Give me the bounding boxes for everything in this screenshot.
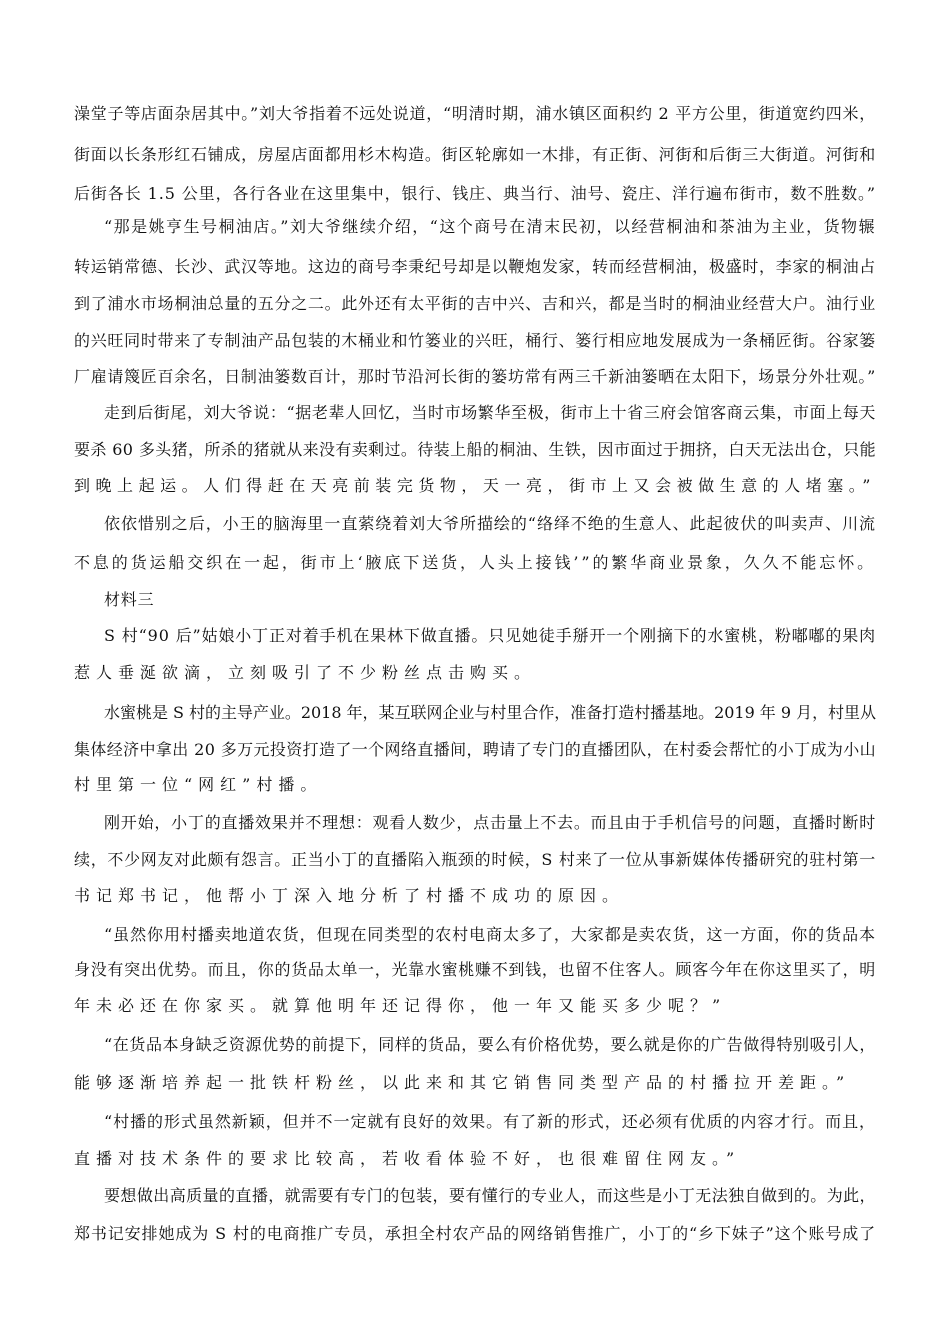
text-line: S 村“90 后”姑娘小丁正对着手机在果林下做直播。只见她徒手掰开一个刚摘下的水蜜桃，粉嘟嘟的果肉: [104, 626, 876, 645]
text-line: 郑书记安排她成为 S 村的电商推广专员，承担全村农产品的网络销售推广，小丁的“乡下妹子”这个账号成了: [74, 1224, 876, 1243]
section-heading: 材料三: [104, 590, 155, 609]
text-line: 年未必还在你家买。就算他明年还记得你，他一年又能买多少呢？”: [74, 996, 727, 1015]
text-line: 直播对技术条件的要求比较高，若收看体验不好，也很难留住网友。”: [74, 1149, 741, 1168]
text-line: “虽然你用村播卖地道农货，但现在同类型的农村电商太多了，大家都是卖农货，这一方面，你的货品本: [104, 925, 876, 944]
text-line: 走到后街尾，刘大爷说：“据老辈人回忆，当时市场繁华至极，街市上十省三府会馆客商云集，市面上每天: [104, 403, 876, 422]
text-line: 到了浦水市场桐油总量的五分之二。此外还有太平街的吉中兴、吉和兴，都是当时的桐油业经营大户。油行业: [74, 294, 876, 313]
text-line: 不息的货运船交织在一起，街市上‘腋底下送货，人头上接钱’”的繁华商业景象，久久不能忘怀。: [74, 553, 876, 572]
text-line: 书记郑书记，他帮小丁深入地分析了村播不成功的原因。: [74, 886, 625, 905]
text-line: “村播的形式虽然新颖，但并不一定就有良好的效果。有了新的形式，还必须有优质的内容才行。而且，: [104, 1112, 876, 1131]
text-line: 能够逐渐培养起一批铁杆粉丝，以此来和其它销售同类型产品的村播拉开差距。”: [74, 1073, 851, 1092]
text-line: “那是姚亨生号桐油店。”刘大爷继续介绍，“这个商号在清末民初，以经营桐油和茶油为主业，货物辗: [104, 217, 876, 236]
text-line: “在货品本身缺乏资源优势的前提下，同样的货品，要么有价格优势，要么就是你的广告做得特别吸引人，: [104, 1035, 876, 1054]
text-line: 依依惜别之后，小王的脑海里一直萦绕着刘大爷所描绘的“络绎不绝的生意人、此起彼伏的叫卖声、川流: [104, 514, 876, 533]
text-line: 厂雇请篾匠百余名，日制油篓数百计，那时节沿河长街的篓坊常有两三千新油篓晒在太阳下，场景分外壮观。”: [74, 367, 876, 386]
text-line: 的兴旺同时带来了专制油产品包装的木桶业和竹篓业的兴旺，桶行、篓行相应地发展成为一条桶匠街。谷家篓: [74, 331, 876, 350]
text-line: 集体经济中拿出 20 多万元投资打造了一个网络直播间，聘请了专门的直播团队，在村委会帮忙的小丁成为小山: [74, 740, 876, 759]
text-line: 后街各长 1.5 公里，各行各业在这里集中，银行、钱庄、典当行、油号、瓷庄、洋行遍布街市，数不胜数。”: [74, 184, 876, 203]
text-line: 惹人垂涎欲滴，立刻吸引了不少粉丝点击购买。: [74, 663, 537, 682]
text-line: 要杀 60 多头猪，所杀的猪就从来没有卖剩过。待装上船的桐油、生铁，因市面过于拥挤，白天无法出仓，只能: [74, 440, 876, 459]
text-line: 要想做出高质量的直播，就需要有专门的包装，要有懂行的专业人，而这些是小丁无法独自做到的。为此，: [104, 1186, 876, 1205]
text-line: 村里第一位“网红”村播。: [74, 775, 323, 794]
text-line: 身没有突出优势。而且，你的货品太单一，光靠水蜜桃赚不到钱，也留不住客人。顾客今年在你这里买了，明: [74, 960, 876, 979]
text-line: 到晚上起运。人们得赶在天亮前装完货物，天一亮，街市上又会被做生意的人堵塞。”: [74, 476, 876, 495]
text-line: 刚开始，小丁的直播效果并不理想：观看人数少，点击量上不去。而且由于手机信号的问题，直播时断时: [104, 813, 876, 832]
text-line: 续，不少网友对此颇有怨言。正当小丁的直播陷入瓶颈的时候，S 村来了一位从事新媒体传播研究的驻村第一: [74, 850, 876, 869]
text-line: 街面以长条形红石铺成，房屋店面都用杉木构造。街区轮廓如一木排，有正街、河街和后街三大街道。河街和: [74, 145, 876, 164]
text-line: 水蜜桃是 S 村的主导产业。2018 年，某互联网企业与村里合作，准备打造村播基地。2019 年 9 月，村里从: [104, 703, 876, 722]
text-line: 转运销常德、长沙、武汉等地。这边的商号李秉纪号却是以鞭炮发家，转而经营桐油，极盛时，李家的桐油占: [74, 257, 876, 276]
text-line: 澡堂子等店面杂居其中。”刘大爷指着不远处说道，“明清时期，浦水镇区面积约 2 平方公里，街道宽约四米，: [74, 104, 876, 123]
